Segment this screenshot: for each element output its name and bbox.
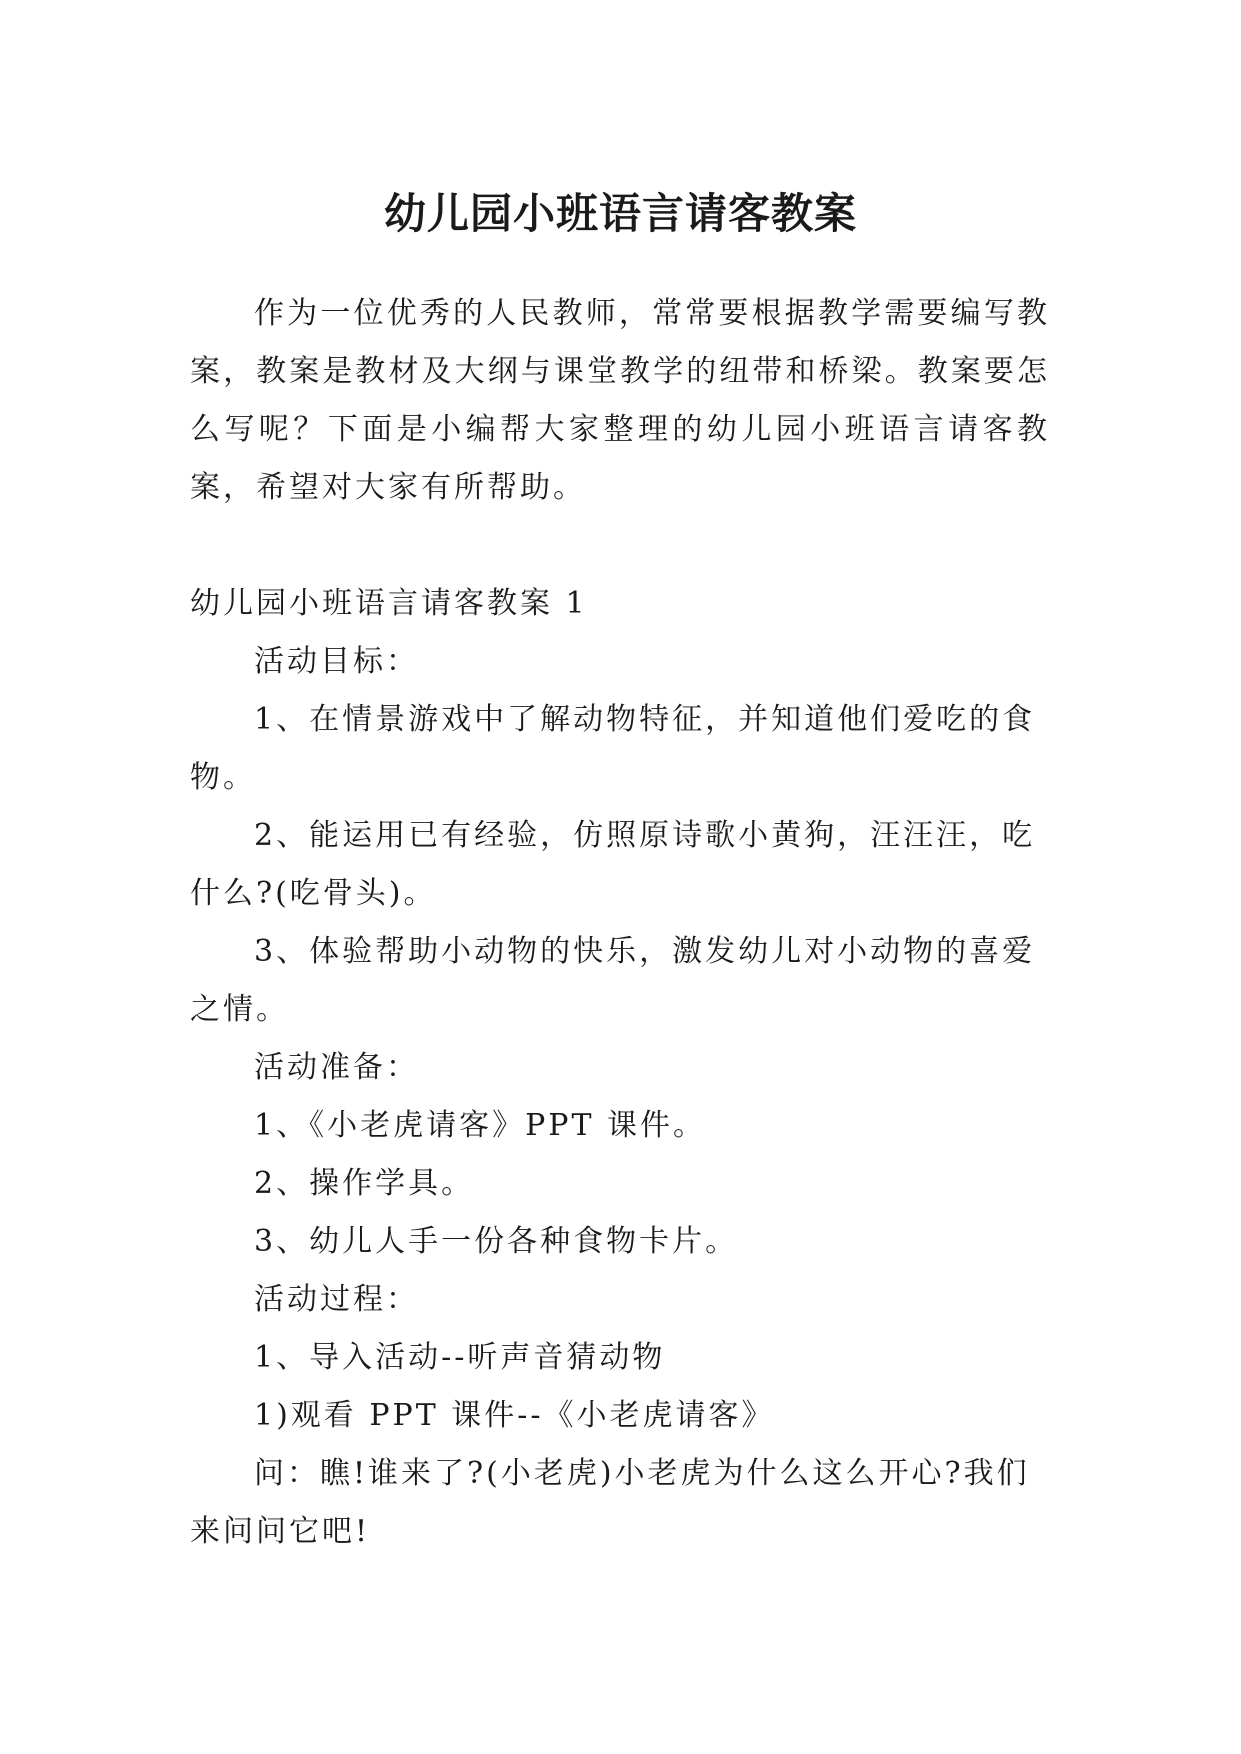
document-title: 幼儿园小班语言请客教案 [383,189,857,239]
prep-item-1: 1、《小老虎请客》PPT 课件。 [254,1108,707,1143]
document-body [190,285,1050,1561]
prep-item-3: 3、幼儿人手一份各种食物卡片。 [254,1224,739,1259]
goal-item-1: 1、在情景游戏中了解动物特征，并知道他们爱吃的食物。 [190,702,1036,795]
process-substep-1: 1)观看 PPT 课件--《小老虎请客》 [254,1398,775,1433]
process-step-1: 1、导入活动--听声音猜动物 [254,1340,666,1375]
intro-paragraph: 作为一位优秀的人民教师，常常要根据教学需要编写教案，教案是教材及大纲与课堂教学的纽带和桥梁。教案要怎么写呢？下面是小编帮大家整理的幼儿园小班语言请客教案，希望对大家有所帮助。 [190,296,1050,505]
goal-item-3: 3、体验帮助小动物的快乐，激发幼儿对小动物的喜爱之情。 [190,934,1036,1027]
goal-item-2: 2、能运用已有经验，仿照原诗歌小黄狗，汪汪汪，吃什么?(吃骨头)。 [190,818,1036,911]
activity-prep-heading: 活动准备： [254,1050,419,1085]
process-question: 问：瞧!谁来了?(小老虎)小老虎为什么这么开心?我们来问问它吧! [190,1456,1030,1549]
section-heading: 幼儿园小班语言请客教案 1 [190,586,588,621]
prep-item-2: 2、操作学具。 [254,1166,475,1201]
activity-goals-heading: 活动目标： [254,644,419,679]
activity-process-heading: 活动过程： [254,1282,419,1317]
